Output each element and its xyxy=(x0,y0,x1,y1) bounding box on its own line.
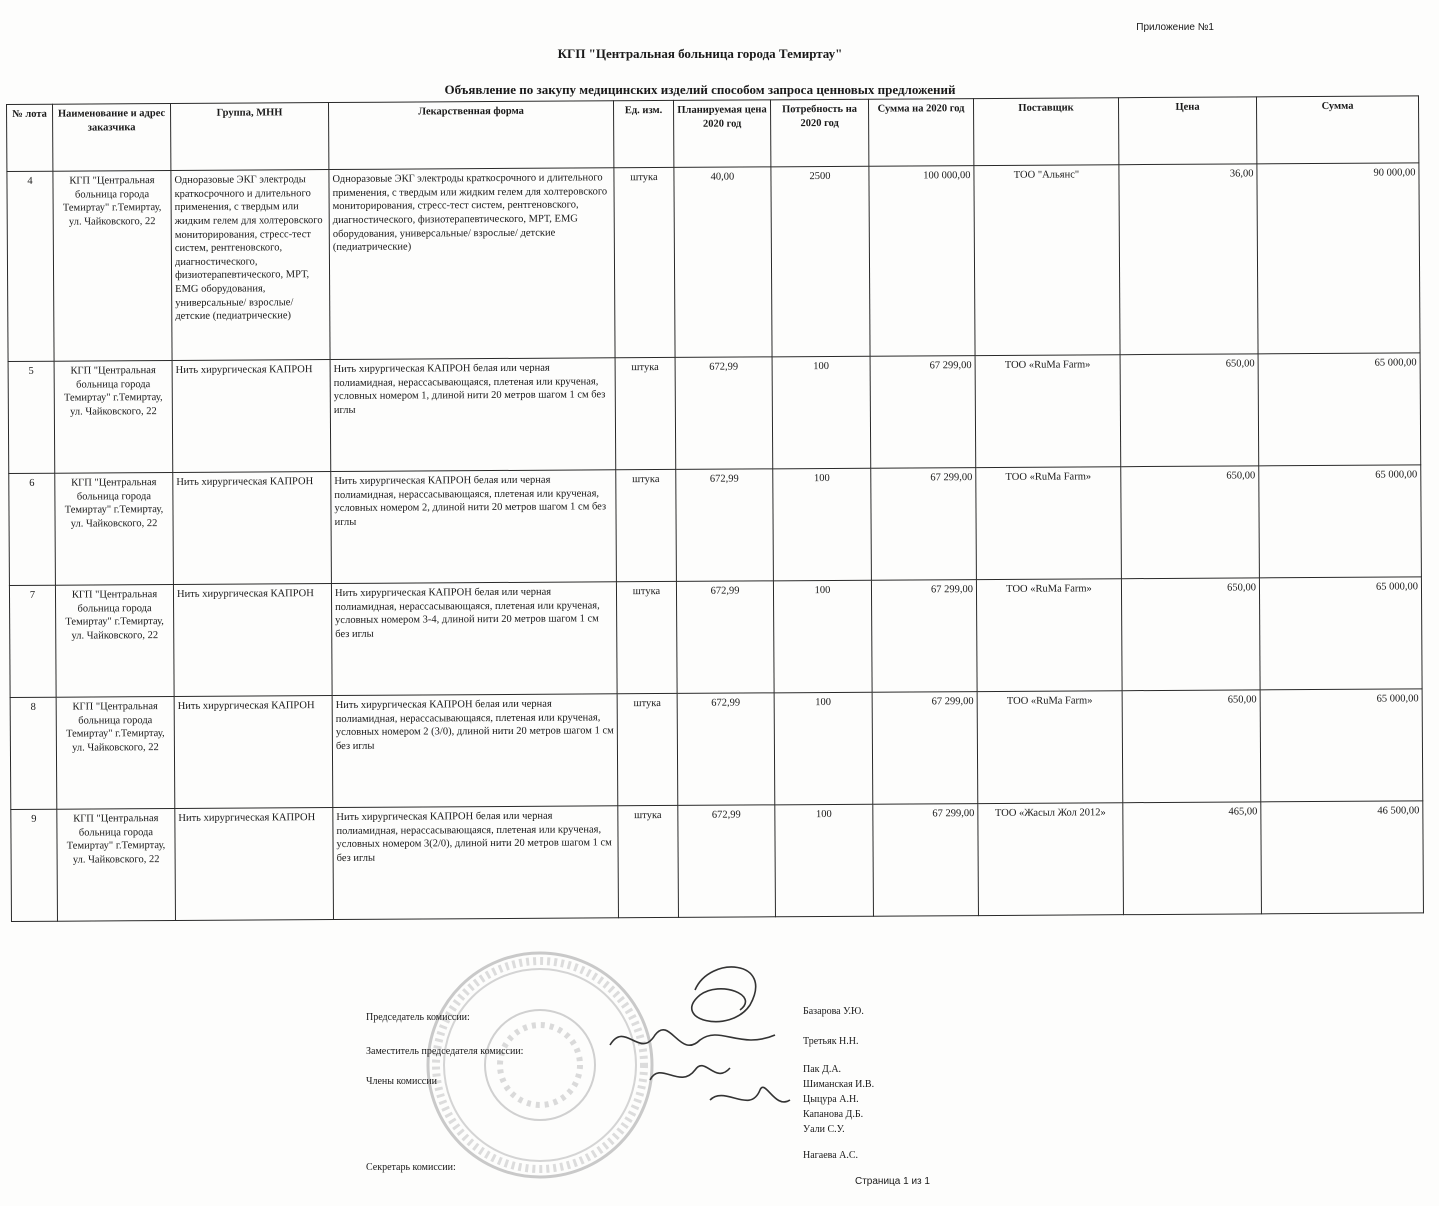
member-name: Пак Д.А. xyxy=(803,1064,842,1075)
cell-group: Нить хирургическая КАПРОН xyxy=(174,696,333,809)
cell-price: 465,00 xyxy=(1123,802,1262,915)
table-header-row xyxy=(7,96,1419,172)
cell-sum-2020: 67 299,00 xyxy=(871,580,977,693)
cell-group: Нить хирургическая КАПРОН xyxy=(173,472,332,585)
deputy-name: Третьяк Н.Н. xyxy=(803,1036,859,1047)
cell-planned-price: 672,99 xyxy=(675,357,773,470)
cell-form: Нить хирургическая КАПРОН белая или черная полиамидная, нерассасывающаяся, плетеная или крученая, условных номером 3-4, длиной нити 20 метров шагом 1 см без иглы xyxy=(331,582,617,696)
handwritten-signature-icon xyxy=(600,950,800,1140)
cell-total: 46 500,00 xyxy=(1261,801,1424,914)
cell-supplier: ТОО «RuMa Farm» xyxy=(975,355,1121,468)
header-form: Лекарственная форма xyxy=(328,101,613,170)
chairman-label: Председатель комиссии: xyxy=(366,1012,470,1023)
header-unit: Ед. изм. xyxy=(613,100,673,167)
header-sum-2020: Сумма на 2020 год xyxy=(868,99,973,167)
cell-form: Нить хирургическая КАПРОН белая или черная полиамидная, нерассасывающаяся, плетеная или крученая, условных номером 3(2/0), длиной нити 20 метров шагом 1 см без иглы xyxy=(333,806,619,920)
cell-price: 650,00 xyxy=(1121,578,1260,691)
cell-sum-2020: 67 299,00 xyxy=(873,804,979,917)
table-row xyxy=(9,577,1422,698)
cell-sum-2020: 67 299,00 xyxy=(871,468,977,581)
secretary-label: Секретарь комиссии: xyxy=(366,1162,456,1173)
cell-customer: КГП "Центральная больница города Темиртау" г.Темиртау, ул. Чайковского, 22 xyxy=(53,170,172,361)
cell-sum-2020: 67 299,00 xyxy=(872,692,978,805)
cell-sum-2020: 67 299,00 xyxy=(870,356,976,469)
cell-form: Нить хирургическая КАПРОН белая или черная полиамидная, нерассасывающаяся, плетеная или крученая, условных номером 2, длиной нити 20 метров шагом 1 см без иглы xyxy=(331,470,617,584)
cell-planned-price: 672,99 xyxy=(678,805,776,918)
table-row xyxy=(8,353,1421,474)
cell-customer: КГП "Центральная больница города Темиртау" г.Темиртау, ул. Чайковского, 22 xyxy=(57,808,176,921)
cell-unit: штука xyxy=(615,357,676,469)
cell-supplier: ТОО «RuMa Farm» xyxy=(976,467,1122,580)
cell-customer: КГП "Центральная больница города Темиртау" г.Темиртау, ул. Чайковского, 22 xyxy=(54,360,173,473)
cell-supplier: ТОО «RuMa Farm» xyxy=(977,691,1123,804)
header-customer: Наименование и адрес заказчика xyxy=(53,103,171,171)
cell-group: Одноразовые ЭКГ электроды краткосрочного и длительного применения, с твердым или жидким гелем для холтеровского мониторирования, стресс-тест систем, рентгеновского, диагностического, физиотерапевтического, МРТ, EMG оборудования, универсальные/ взрослые/ детские (педиатрические) xyxy=(171,170,330,361)
document-title: КГП "Центральная больница города Темиртау" xyxy=(557,46,843,61)
deputy-label: Заместитель председателя комиссии: xyxy=(366,1046,524,1057)
cell-form: Одноразовые ЭКГ электроды краткосрочного и длительного применения, с твердым или жидким гелем для холтеровского мониторирования, стресс-тест систем, рентгеновского, диагностического, физиотерапевтического, МРТ, EMG оборудования, универсальные/ взрослые/ детские (педиатрические) xyxy=(329,168,615,360)
header-supplier: Поставщик xyxy=(973,98,1118,166)
header-lot: № лота xyxy=(7,104,53,171)
header-need: Потребность на 2020 год xyxy=(770,99,868,167)
cell-price: 36,00 xyxy=(1119,164,1258,355)
cell-customer: КГП "Центральная больница города Темиртау" г.Темиртау, ул. Чайковского, 22 xyxy=(55,584,174,697)
cell-need: 2500 xyxy=(771,166,870,357)
cell-planned-price: 672,99 xyxy=(676,469,774,582)
procurement-table-wrapper xyxy=(6,95,1424,922)
table-row xyxy=(11,801,1424,922)
cell-supplier: ТОО «Жасыл Жол 2012» xyxy=(978,803,1124,916)
cell-group: Нить хирургическая КАПРОН xyxy=(172,360,331,473)
cell-customer: КГП "Центральная больница города Темиртау" г.Темиртау, ул. Чайковского, 22 xyxy=(55,472,174,585)
cell-unit: штука xyxy=(616,581,677,693)
cell-unit: штука xyxy=(618,805,679,917)
cell-need: 100 xyxy=(773,580,872,693)
cell-price: 650,00 xyxy=(1121,466,1260,579)
cell-group: Нить хирургическая КАПРОН xyxy=(175,808,334,921)
cell-supplier: ТОО "Альянс" xyxy=(974,165,1120,356)
cell-price: 650,00 xyxy=(1120,354,1259,467)
cell-sum-2020: 100 000,00 xyxy=(869,166,975,357)
cell-price: 650,00 xyxy=(1122,690,1261,803)
cell-lot: 5 xyxy=(8,361,55,473)
table-row xyxy=(10,689,1423,810)
cell-group: Нить хирургическая КАПРОН xyxy=(173,584,332,697)
cell-need: 100 xyxy=(774,692,873,805)
secretary-name: Нагаева А.С. xyxy=(803,1150,859,1161)
cell-form: Нить хирургическая КАПРОН белая или черная полиамидная, нерассасывающаяся, плетеная или крученая, условных номером 1, длиной нити 20 метров шагом 1 см без иглы xyxy=(330,358,616,472)
cell-need: 100 xyxy=(773,468,872,581)
cell-lot: 8 xyxy=(10,697,57,809)
header-price: Цена xyxy=(1118,97,1256,165)
cell-total: 65 000,00 xyxy=(1259,465,1422,578)
member-name: Цыцура А.Н. xyxy=(803,1094,859,1105)
cell-planned-price: 672,99 xyxy=(677,693,775,806)
member-name: Уали С.У. xyxy=(803,1124,845,1135)
table-row xyxy=(7,163,1420,362)
cell-planned-price: 40,00 xyxy=(674,167,772,358)
cell-lot: 9 xyxy=(11,809,58,921)
members-label: Члены комиссии xyxy=(366,1076,437,1087)
cell-customer: КГП "Центральная больница города Темиртау" г.Темиртау, ул. Чайковского, 22 xyxy=(56,696,175,809)
cell-need: 100 xyxy=(775,804,874,917)
cell-lot: 4 xyxy=(7,171,54,361)
chairman-name: Базарова У.Ю. xyxy=(803,1006,864,1017)
cell-unit: штука xyxy=(614,167,675,357)
page-number: Страница 1 из 1 xyxy=(855,1176,930,1187)
cell-total: 65 000,00 xyxy=(1258,353,1421,466)
cell-unit: штука xyxy=(617,693,678,805)
cell-unit: штука xyxy=(616,469,677,581)
cell-lot: 7 xyxy=(9,585,56,697)
cell-planned-price: 672,99 xyxy=(676,581,774,694)
header-total: Сумма xyxy=(1256,96,1418,164)
cell-need: 100 xyxy=(772,356,871,469)
cell-lot: 6 xyxy=(9,473,56,585)
member-name: Капанова Д.Б. xyxy=(803,1109,864,1120)
cell-total: 90 000,00 xyxy=(1257,163,1420,354)
member-name: Шиманская И.В. xyxy=(803,1079,875,1090)
cell-total: 65 000,00 xyxy=(1260,689,1423,802)
cell-form: Нить хирургическая КАПРОН белая или черная полиамидная, нерассасывающаяся, плетеная или крученая, условных номером 2 (3/0), длиной нити 20 метров шагом 1 см без иглы xyxy=(332,694,618,808)
header-group: Группа, МНН xyxy=(170,103,328,171)
header-planned-price: Планируемая цена 2020 год xyxy=(673,100,770,168)
procurement-table xyxy=(6,95,1424,922)
document-subtitle: Объявление по закупу медицинских изделий способом запроса ценновых предложений xyxy=(444,82,956,97)
annex-label: Приложение №1 xyxy=(1136,22,1214,33)
cell-supplier: ТОО «RuMa Farm» xyxy=(976,579,1122,692)
table-row xyxy=(9,465,1422,586)
cell-total: 65 000,00 xyxy=(1259,577,1422,690)
